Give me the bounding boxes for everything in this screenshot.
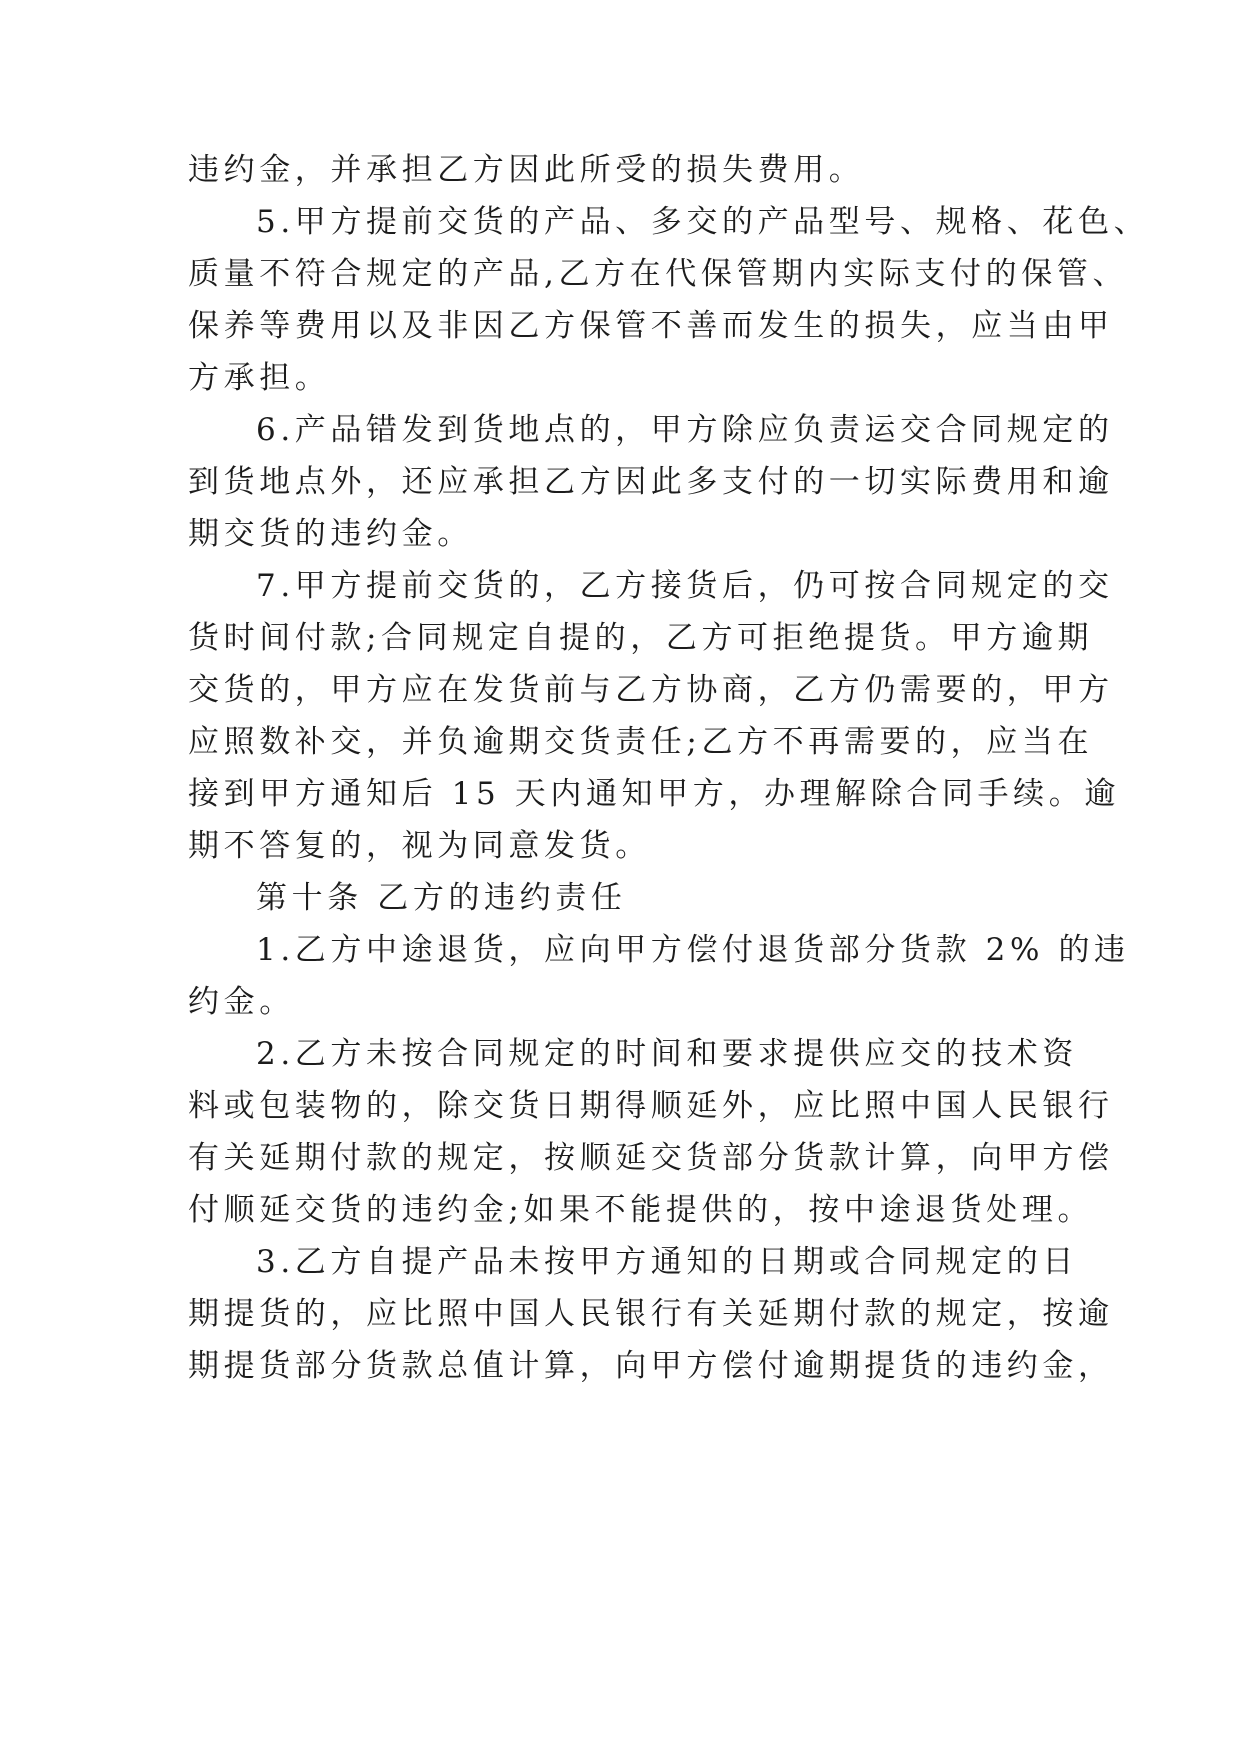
text-line: 保养等费用以及非因乙方保管不善而发生的损失，应当由甲 [188, 308, 1114, 344]
paragraph-3-start: 3.乙方自提产品未按甲方通知的日期或合同规定的日 [256, 1244, 1078, 1280]
section-heading: 第十条 乙方的违约责任 [256, 880, 627, 916]
paragraph-2-start: 2.乙方未按合同规定的时间和要求提供应交的技术资 [256, 1036, 1078, 1072]
text-line: 交货的，甲方应在发货前与乙方协商，乙方仍需要的，甲方 [188, 672, 1114, 708]
text-line: 接到甲方通知后 15 天内通知甲方，办理解除合同手续。逾 [188, 776, 1120, 812]
text-line: 期不答复的，视为同意发货。 [188, 828, 651, 864]
text-line: 料或包装物的，除交货日期得顺延外，应比照中国人民银行 [188, 1088, 1114, 1124]
paragraph-5-start: 5.甲方提前交货的产品、多交的产品型号、规格、花色、 [256, 204, 1150, 240]
text-line: 违约金，并承担乙方因此所受的损失费用。 [188, 152, 865, 188]
text-line: 期提货的，应比照中国人民银行有关延期付款的规定，按逾 [188, 1296, 1114, 1332]
text-line: 期提货部分货款总值计算，向甲方偿付逾期提货的违约金， [188, 1348, 1114, 1384]
text-line: 质量不符合规定的产品,乙方在代保管期内实际支付的保管、 [188, 256, 1129, 292]
text-line: 有关延期付款的规定，按顺延交货部分货款计算，向甲方偿 [188, 1140, 1114, 1176]
paragraph-6-start: 6.产品错发到货地点的，甲方除应负责运交合同规定的 [256, 412, 1114, 448]
text-line: 货时间付款;合同规定自提的，乙方可拒绝提货。甲方逾期 [188, 620, 1094, 656]
paragraph-1-start: 1.乙方中途退货，应向甲方偿付退货部分货款 2% 的违 [256, 932, 1130, 968]
text-line: 约金。 [188, 984, 295, 1020]
text-line: 付顺延交货的违约金;如果不能提供的，按中途退货处理。 [188, 1192, 1094, 1228]
text-line: 到货地点外，还应承担乙方因此多支付的一切实际费用和逾 [188, 464, 1114, 500]
text-line: 期交货的违约金。 [188, 516, 473, 552]
text-line: 方承担。 [188, 360, 331, 396]
text-line: 应照数补交，并负逾期交货责任;乙方不再需要的，应当在 [188, 724, 1094, 760]
paragraph-7-start: 7.甲方提前交货的，乙方接货后，仍可按合同规定的交 [256, 568, 1114, 604]
